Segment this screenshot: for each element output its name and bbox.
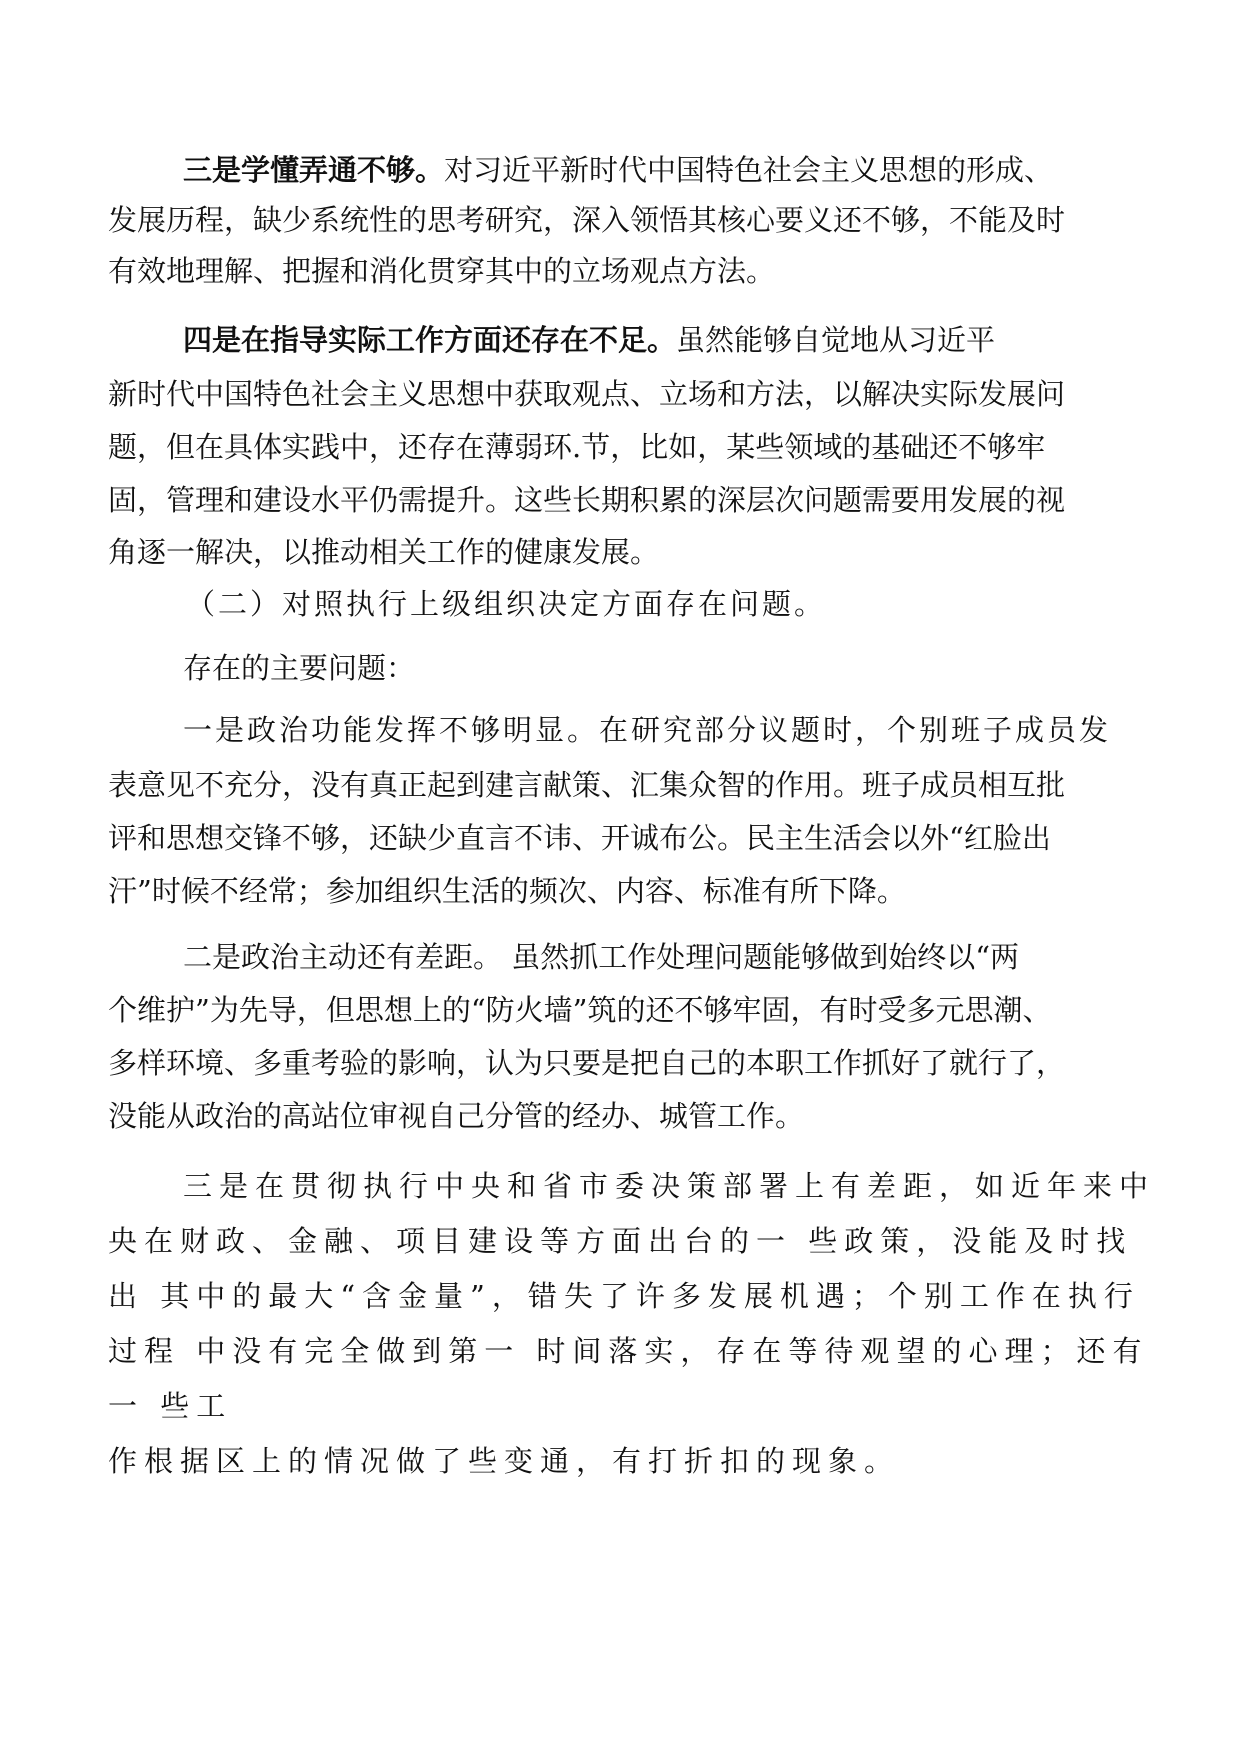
paragraph-line xyxy=(183,150,1053,190)
paragraph-line: 个维护”为先导，但思想上的“防火墙”筑的还不够牢固，有时受多元思潮、 xyxy=(108,993,1052,1027)
paragraph-line: 汗”时候不经常；参加组织生活的频次、内容、标准有所下降。 xyxy=(108,874,906,908)
paragraph-line: 二是政治主动还有差距。 虽然抓工作处理问题能够做到始终以“两 xyxy=(183,940,1020,974)
paragraph-line: 固，管理和建设水平仍需提升。这些长期积累的深层次问题需要用发展的视 xyxy=(108,483,1066,517)
paragraph-line: 角逐一解决，以推动相关工作的健康发展。 xyxy=(108,535,660,569)
paragraph-line: 评和思想交锋不够，还缺少直言不讳、开诚布公。民主生活会以外“红脸出 xyxy=(108,821,1051,855)
paragraph-line: 新时代中国特色社会主义思想中获取观点、立场和方法，以解决实际发展问 xyxy=(108,377,1066,411)
paragraph-text: 虽然能够自觉地从习近平 xyxy=(676,323,996,357)
paragraph-line: 表意见不充分，没有真正起到建言献策、汇集众智的作用。班子成员相互批 xyxy=(108,768,1066,802)
paragraph-line: 三是在贯彻执行中央和省市委决策部署上有差距，如近年来中 xyxy=(183,1169,1156,1203)
paragraph-line: 一 些工 xyxy=(108,1389,233,1423)
paragraph-line: 央在财政、金融、项目建设等方面出台的一 些政策，没能及时找 xyxy=(108,1224,1133,1258)
paragraph-line: 有效地理解、把握和消化贯穿其中的立场观点方法。 xyxy=(108,254,776,288)
paragraph-line: 题，但在具体实践中，还存在薄弱环.节，比如，某些领域的基础还不够牢 xyxy=(108,430,1046,464)
section-heading-text: （二）对照执行上级组织决定方面存在问题。 xyxy=(186,587,827,621)
paragraph-line: 多样环境、多重考验的影响，认为只要是把自己的本职工作抓好了就行了， xyxy=(108,1046,1066,1080)
paragraph-line: 发展历程，缺少系统性的思考研究，深入领悟其核心要义还不够，不能及时 xyxy=(108,203,1066,237)
paragraph-line: 一是政治功能发挥不够明显。在研究部分议题时，个别班子成员发 xyxy=(183,713,1112,747)
paragraph-lead-heading: 三是学懂弄通不够。 xyxy=(183,153,445,187)
paragraph-line: 没能从政治的高站位审视自己分管的经办、城管工作。 xyxy=(108,1099,805,1133)
paragraph-line: 过程 中没有完全做到第一 时间落实，存在等待观望的心理；还有 xyxy=(108,1334,1149,1368)
paragraph-line: 存在的主要问题： xyxy=(183,651,416,685)
paragraph-line: 作根据区上的情况做了些变通，有打折扣的现象。 xyxy=(108,1444,901,1478)
paragraph-text: 对习近平新时代中国特色社会主义思想的形成、 xyxy=(444,153,1054,187)
paragraph-lead-heading: 四是在指导实际工作方面还存在不足。 xyxy=(183,323,677,357)
paragraph-line xyxy=(183,320,995,360)
paragraph-line: 出 其中的最大“含金量”，错失了许多发展机遇；个别工作在执行 xyxy=(108,1279,1140,1313)
